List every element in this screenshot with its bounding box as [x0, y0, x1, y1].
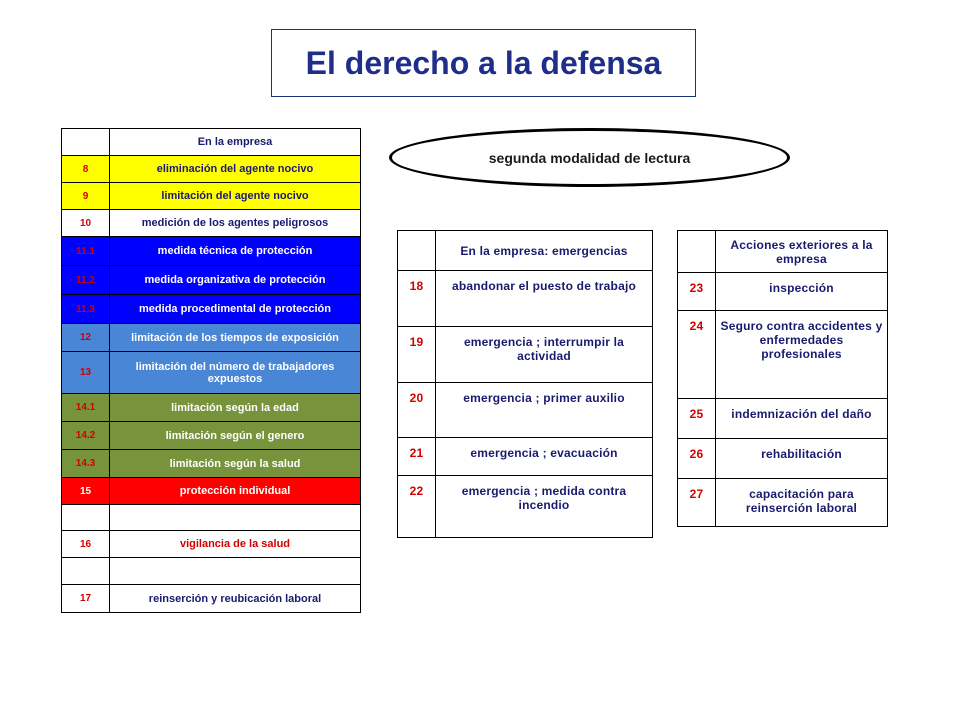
- row-number: 16: [62, 531, 110, 558]
- table-row: [678, 399, 888, 439]
- header-empty-cell: [62, 129, 110, 156]
- table-row: [398, 327, 653, 383]
- row-text: limitación del número de trabajadores expuestos: [110, 352, 361, 394]
- header-empty-cell: [678, 231, 716, 273]
- row-number: 23: [678, 273, 716, 311]
- row-text: protección individual: [110, 478, 361, 505]
- table-row: [62, 352, 361, 394]
- table-row: [398, 383, 653, 438]
- row-number: 14.3: [62, 450, 110, 478]
- row-text: limitación según la salud: [110, 450, 361, 478]
- row-text: limitación según la edad: [110, 394, 361, 422]
- table-row: [62, 183, 361, 210]
- row-number: 27: [678, 479, 716, 527]
- row-text: [110, 505, 361, 531]
- table-header-row: [398, 231, 653, 271]
- row-number: 11.1: [62, 237, 110, 266]
- table-row: [678, 273, 888, 311]
- row-number: 26: [678, 439, 716, 479]
- row-number: [62, 505, 110, 531]
- row-number: 8: [62, 156, 110, 183]
- table-row: [62, 237, 361, 266]
- row-text: limitación de los tiempos de exposición: [110, 324, 361, 352]
- row-number: 15: [62, 478, 110, 505]
- row-number: 13: [62, 352, 110, 394]
- row-number: 24: [678, 311, 716, 399]
- row-text: abandonar el puesto de trabajo: [436, 271, 653, 327]
- row-text: emergencia ; evacuación: [436, 438, 653, 476]
- row-text: vigilancia de la salud: [110, 531, 361, 558]
- header-empty-cell: [398, 231, 436, 271]
- row-text: medición de los agentes peligrosos: [110, 210, 361, 237]
- row-number: 25: [678, 399, 716, 439]
- row-number: 14.2: [62, 422, 110, 450]
- table-row-empty: [62, 505, 361, 531]
- row-number: 11.3: [62, 295, 110, 324]
- row-number: 21: [398, 438, 436, 476]
- row-number: 18: [398, 271, 436, 327]
- row-number: 11.2: [62, 266, 110, 295]
- row-text: eliminación del agente nocivo: [110, 156, 361, 183]
- row-number: [62, 558, 110, 585]
- table-row: [398, 438, 653, 476]
- row-text: indemnización del daño: [716, 399, 888, 439]
- table-row: [62, 295, 361, 324]
- row-number: 22: [398, 476, 436, 538]
- row-text: medida procedimental de protección: [110, 295, 361, 324]
- row-text: limitación según el genero: [110, 422, 361, 450]
- row-number: 20: [398, 383, 436, 438]
- row-text: Seguro contra accidentes y enfermedades profesionales: [716, 311, 888, 399]
- reading-mode-oval: segunda modalidad de lectura: [389, 128, 790, 187]
- emergencies-table: [397, 230, 653, 538]
- table-row: [678, 479, 888, 527]
- row-text: emergencia ; primer auxilio: [436, 383, 653, 438]
- row-number: 19: [398, 327, 436, 383]
- row-text: reinserción y reubicación laboral: [110, 585, 361, 613]
- row-text: [110, 558, 361, 585]
- row-number: 9: [62, 183, 110, 210]
- table-row: [62, 394, 361, 422]
- table-row: [62, 210, 361, 237]
- row-text: inspección: [716, 273, 888, 311]
- row-text: limitación del agente nocivo: [110, 183, 361, 210]
- row-text: capacitación para reinserción laboral: [716, 479, 888, 527]
- table-header-row: [678, 231, 888, 273]
- row-number: 17: [62, 585, 110, 613]
- row-text: emergencia ; interrumpir la actividad: [436, 327, 653, 383]
- row-number: 12: [62, 324, 110, 352]
- row-number: 14.1: [62, 394, 110, 422]
- external-actions-table: [677, 230, 888, 527]
- table-row: [62, 422, 361, 450]
- table-header: En la empresa: [110, 129, 361, 156]
- table-header-row: [62, 129, 361, 156]
- table-header: En la empresa: emergencias: [436, 231, 653, 271]
- table-row: [678, 311, 888, 399]
- table-row: [398, 271, 653, 327]
- table-header: Acciones exteriores a la empresa: [716, 231, 888, 273]
- table-row: [62, 266, 361, 295]
- table-row: [62, 450, 361, 478]
- table-row: [398, 476, 653, 538]
- table-row: [62, 324, 361, 352]
- table-row-empty: [62, 558, 361, 585]
- row-number: 10: [62, 210, 110, 237]
- row-text: medida técnica de protección: [110, 237, 361, 266]
- row-text: rehabilitación: [716, 439, 888, 479]
- table-row: [678, 439, 888, 479]
- page-title: El derecho a la defensa: [271, 29, 696, 97]
- table-row: [62, 531, 361, 558]
- table-row: [62, 585, 361, 613]
- row-text: medida organizativa de protección: [110, 266, 361, 295]
- row-text: emergencia ; medida contra incendio: [436, 476, 653, 538]
- table-row: [62, 478, 361, 505]
- company-measures-table: [61, 128, 361, 613]
- table-row: [62, 156, 361, 183]
